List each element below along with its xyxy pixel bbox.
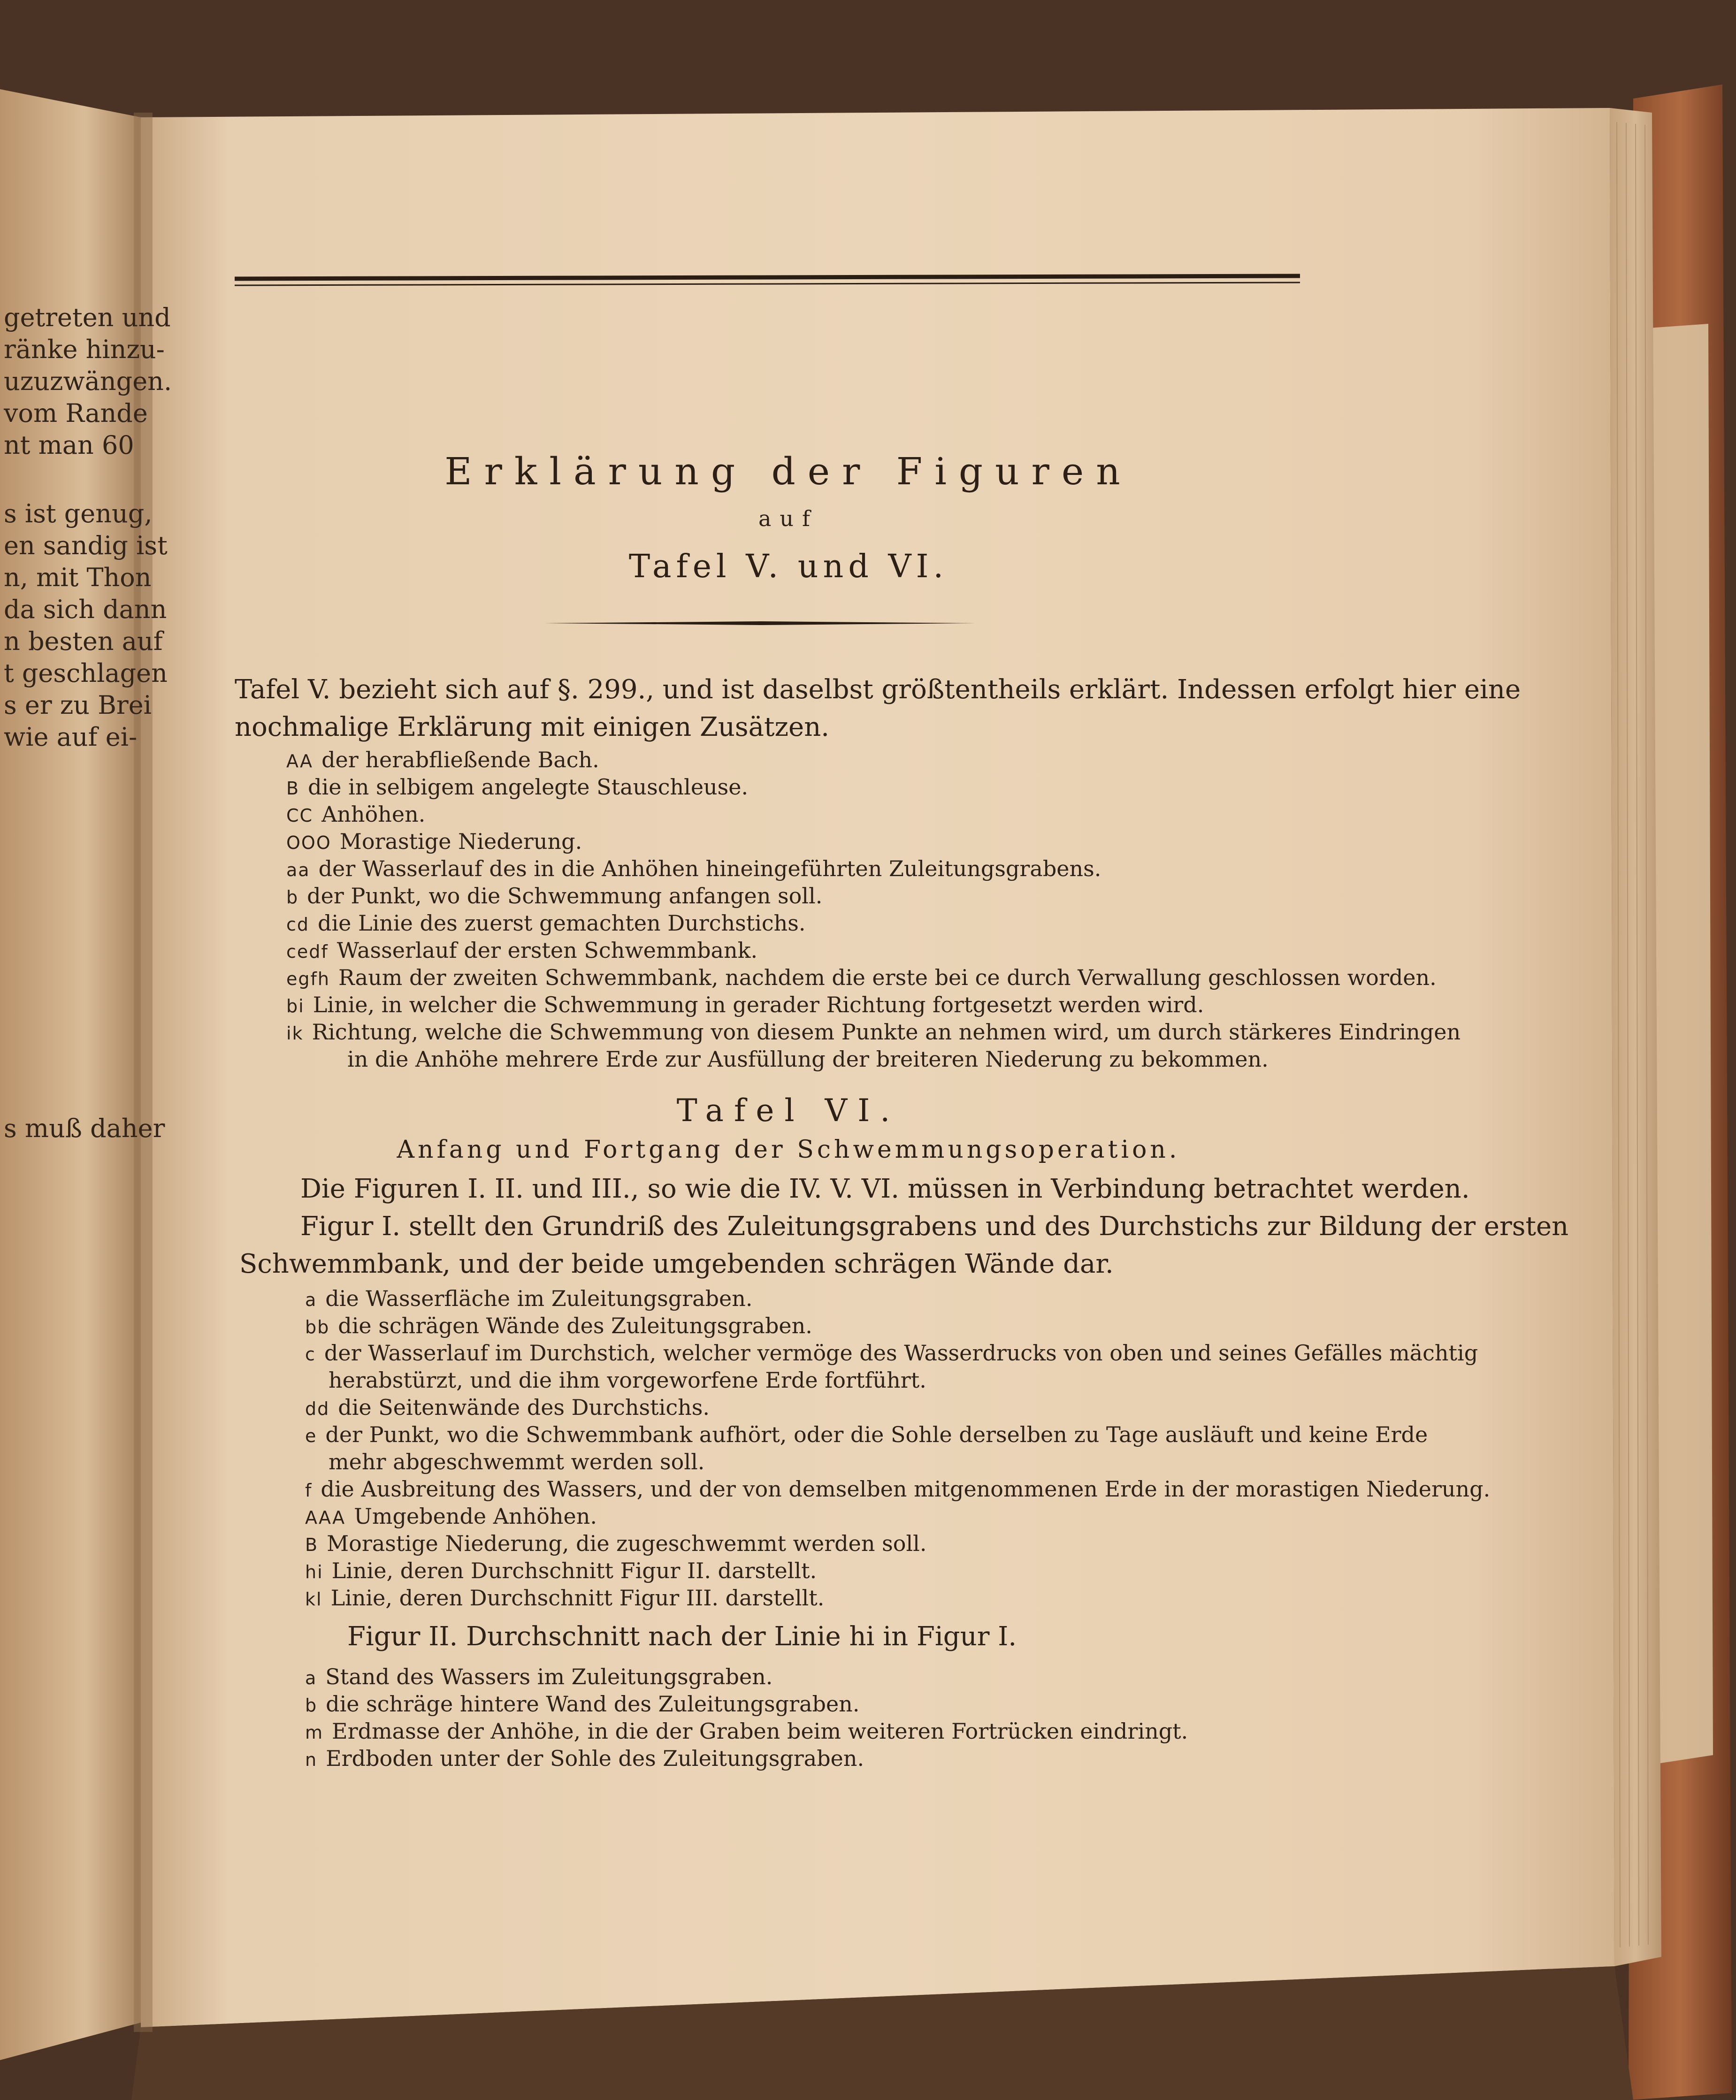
fig2-item: [305, 1693, 859, 1715]
item-text: Linie, deren Durchschnitt Figur II. darstellt.: [331, 1558, 817, 1583]
item-key: b: [286, 887, 299, 908]
intro-line-1: Tafel V. bezieht sich auf §. 299., und ist daselbst größtentheils erklärt. Indessen erfolgt hier eine: [235, 674, 1521, 705]
item-key: AAA: [305, 1507, 346, 1528]
tafel5-item: [286, 912, 806, 934]
intro-line-2: nochmalige Erklärung mit einigen Zusätzen.: [235, 712, 830, 742]
item-text: Anhöhen.: [321, 802, 426, 827]
item-text: der Wasserlauf im Durchstich, welcher vermöge des Wasserdrucks von oben und seines Gefälles mächtig: [324, 1340, 1478, 1366]
item-key: n: [305, 1749, 318, 1770]
previous-page-line: s muß daher: [4, 1114, 165, 1143]
item-key: e: [305, 1426, 317, 1446]
fig1-item-continuation: herabstürzt, und die ihm vorgeworfene Erde fortführt.: [329, 1367, 926, 1393]
tafel6-para-2-line-2: Schwemmbank, und der beide umgebenden schrägen Wände dar.: [239, 1249, 1114, 1279]
page-title: Erklärung der Figuren: [444, 450, 1132, 493]
fig1-item: [305, 1315, 812, 1336]
item-key: f: [305, 1480, 313, 1501]
item-text: Linie, in welcher die Schwemmung in gerader Richtung fortgesetzt werden wird.: [313, 992, 1204, 1017]
item-key: dd: [305, 1398, 330, 1419]
tafel5-item: [286, 749, 599, 771]
fig1-item: [305, 1288, 753, 1309]
tafel5-item: [286, 939, 757, 961]
item-text: Stand des Wassers im Zuleitungsgraben.: [325, 1664, 773, 1689]
item-text: der Wasserlauf des in die Anhöhen hineingeführten Zuleitungsgrabens.: [318, 856, 1101, 881]
page-subtitle: Tafel V. und VI.: [628, 548, 948, 585]
item-text: Umgebende Anhöhen.: [354, 1504, 597, 1529]
top-double-rule: [235, 273, 1300, 292]
tafel5-item: [286, 967, 1437, 988]
item-text: Wasserlauf der ersten Schwemmbank.: [336, 938, 758, 963]
item-text: die in selbigem angelegte Stauschleuse.: [308, 774, 749, 800]
item-text: Richtung, welche die Schwemmung von diesem Punkte an nehmen wird, um durch stärkeres Eindringen: [312, 1019, 1461, 1045]
item-key: CC: [286, 805, 314, 826]
tafel5-item: [286, 1021, 1461, 1043]
previous-page-line: n, mit Thon: [4, 563, 152, 592]
item-text: der Punkt, wo die Schwemmbank aufhört, oder die Sohle derselben zu Tage ausläuft und keine Erde: [325, 1422, 1428, 1447]
item-key: cedf: [286, 941, 329, 962]
item-text: Raum der zweiten Schwemmbank, nachdem die erste bei ce durch Verwallung geschlossen worden.: [338, 965, 1437, 990]
item-key: a: [305, 1290, 317, 1310]
previous-page-line: n besten auf: [4, 626, 163, 656]
item-key: kl: [305, 1589, 322, 1610]
fig1-item-continuation: mehr abgeschwemmt werden soll.: [329, 1449, 705, 1474]
fig1-item: [305, 1424, 1428, 1445]
item-text: der herabfließende Bach.: [321, 747, 599, 772]
item-key: OOO: [286, 832, 331, 853]
previous-page-line: da sich dann: [4, 595, 167, 624]
fig1-item: [305, 1342, 1478, 1364]
previous-page-line: en sandig ist: [4, 531, 168, 560]
tafel6-para-1: Die Figuren I. II. und III., so wie die IV. V. VI. müssen in Verbindung betrachtet werden.: [300, 1174, 1470, 1204]
fig1-item: [305, 1587, 824, 1609]
fig1-item: [305, 1560, 817, 1581]
section-subheading: Anfang und Fortgang der Schwemmungsoperation.: [397, 1136, 1180, 1164]
tafel5-item-continuation: in die Anhöhe mehrere Erde zur Ausfüllung der breiteren Niederung zu bekommen.: [347, 1046, 1269, 1072]
item-text: die Linie des zuerst gemachten Durchstichs.: [318, 910, 806, 936]
previous-page-line: wie auf ei-: [4, 722, 138, 752]
tafel5-item: [286, 994, 1204, 1016]
item-text: der Punkt, wo die Schwemmung anfangen soll.: [307, 883, 823, 909]
previous-page-line: vom Rande: [4, 398, 148, 428]
fig1-item: [305, 1397, 710, 1418]
previous-page-line: getreten und: [4, 303, 171, 332]
tafel5-item: [286, 803, 425, 825]
previous-page-line: s ist genug,: [4, 499, 153, 528]
item-text: die Seitenwände des Durchstichs.: [338, 1395, 710, 1420]
fig1-item: [305, 1478, 1490, 1500]
item-text: die Wasserfläche im Zuleitungsgraben.: [325, 1286, 753, 1311]
main-page: [141, 127, 1610, 2074]
item-key: aa: [286, 860, 310, 880]
item-text: Erdboden unter der Sohle des Zuleitungsgraben.: [326, 1746, 864, 1771]
previous-page-line: s er zu Brei: [4, 690, 152, 720]
title-connector: auf: [758, 506, 819, 531]
item-key: bi: [286, 996, 305, 1016]
item-text: Erdmasse der Anhöhe, in die der Graben beim weiteren Fortrücken eindringt.: [332, 1718, 1188, 1744]
item-key: B: [305, 1535, 319, 1555]
item-text: die schrägen Wände des Zuleitungsgraben.: [338, 1313, 812, 1338]
ornamental-rule: [544, 619, 976, 628]
fig1-item: [305, 1533, 927, 1554]
item-key: cd: [286, 914, 310, 935]
tafel6-para-2-line-1: Figur I. stellt den Grundriß des Zuleitungsgrabens und des Durchstichs zur Bildung der ersten: [300, 1211, 1569, 1242]
fig2-heading: Figur II. Durchschnitt nach der Linie hi in Figur I.: [347, 1621, 1017, 1652]
fig2-item: [305, 1666, 772, 1688]
item-key: bb: [305, 1317, 330, 1337]
item-key: AA: [286, 751, 314, 771]
tafel5-item: [286, 858, 1101, 879]
previous-page-line: uzuzwängen.: [4, 367, 172, 396]
item-key: m: [305, 1722, 324, 1743]
item-key: b: [305, 1695, 318, 1716]
tafel5-item: [286, 776, 748, 798]
item-text: Linie, deren Durchschnitt Figur III. darstellt.: [330, 1585, 825, 1611]
previous-page-line: ränke hinzu-: [4, 335, 165, 364]
item-text: Morastige Niederung.: [339, 829, 582, 854]
item-text: die schräge hintere Wand des Zuleitungsgraben.: [326, 1691, 860, 1717]
fig2-item: [305, 1720, 1188, 1742]
previous-page-line: t geschlagen: [4, 658, 168, 688]
item-text: die Ausbreitung des Wassers, und der von demselben mitgenommenen Erde in der morastigen Niederung.: [321, 1476, 1491, 1502]
item-key: c: [305, 1344, 316, 1365]
item-key: ik: [286, 1023, 304, 1044]
item-key: a: [305, 1668, 317, 1688]
tafel5-item: [286, 831, 582, 852]
item-key: egfh: [286, 969, 330, 989]
item-key: hi: [305, 1562, 323, 1582]
item-text: Morastige Niederung, die zugeschwemmt werden soll.: [327, 1531, 927, 1556]
tafel5-item: [286, 885, 822, 907]
fig1-item: [305, 1505, 597, 1527]
section-heading-tafel6: Tafel VI.: [676, 1092, 901, 1129]
fig2-item: [305, 1748, 864, 1769]
item-key: B: [286, 778, 300, 799]
previous-page-line: nt man 60: [4, 430, 134, 460]
